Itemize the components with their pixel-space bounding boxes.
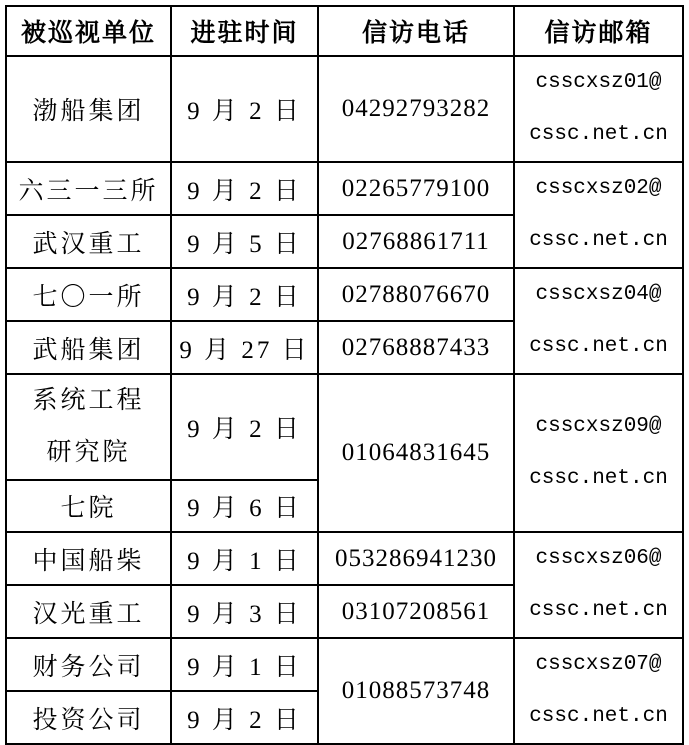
email-cell	[514, 532, 683, 638]
phone-cell: 02768861711	[318, 215, 514, 268]
column-header-unit: 被巡视单位	[6, 6, 171, 56]
date-cell: 9 月 2 日	[171, 56, 318, 162]
unit-cell: 七〇一所	[6, 268, 171, 321]
table-row	[6, 374, 683, 480]
phone-cell: 04292793282	[318, 56, 514, 162]
email-cell	[514, 268, 683, 374]
column-header-email: 信访邮箱	[514, 6, 683, 56]
table-row	[6, 638, 683, 691]
unit-cell: 投资公司	[6, 691, 171, 744]
unit-cell: 武船集团	[6, 321, 171, 374]
email-user: csscxsz01@	[535, 71, 662, 94]
unit-cell: 渤船集团	[6, 56, 171, 162]
date-cell: 9 月 2 日	[171, 268, 318, 321]
date-cell: 9 月 2 日	[171, 691, 318, 744]
email-cell	[514, 374, 683, 532]
email-domain: cssc.net.cn	[529, 123, 668, 146]
email-domain: cssc.net.cn	[529, 229, 668, 252]
email-cell	[514, 162, 683, 268]
date-cell: 9 月 1 日	[171, 638, 318, 691]
table-row	[6, 162, 683, 215]
date-cell: 9 月 6 日	[171, 480, 318, 532]
unit-cell: 七院	[6, 480, 171, 532]
email-cell	[514, 56, 683, 162]
inspection-schedule-table	[5, 5, 684, 745]
email-user: csscxsz06@	[535, 547, 662, 570]
email-user: csscxsz07@	[535, 653, 662, 676]
email-user: csscxsz02@	[535, 177, 662, 200]
email-user: csscxsz04@	[535, 283, 662, 306]
email-cell	[514, 638, 683, 744]
date-cell: 9 月 2 日	[171, 162, 318, 215]
unit-cell: 汉光重工	[6, 585, 171, 638]
date-cell: 9 月 3 日	[171, 585, 318, 638]
table-row	[6, 268, 683, 321]
email-user: csscxsz09@	[535, 415, 662, 438]
phone-cell: 01064831645	[318, 374, 514, 532]
date-cell: 9 月 27 日	[171, 321, 318, 374]
column-header-phone: 信访电话	[318, 6, 514, 56]
unit-cell: 六三一三所	[6, 162, 171, 215]
date-cell: 9 月 1 日	[171, 532, 318, 585]
email-domain: cssc.net.cn	[529, 467, 668, 490]
unit-cell: 财务公司	[6, 638, 171, 691]
unit-cell: 武汉重工	[6, 215, 171, 268]
unit-cell	[6, 374, 171, 480]
unit-line: 研究院	[46, 439, 131, 466]
phone-cell: 02788076670	[318, 268, 514, 321]
unit-cell: 中国船柴	[6, 532, 171, 585]
phone-cell: 02768887433	[318, 321, 514, 374]
table-row	[6, 56, 683, 162]
phone-cell: 03107208561	[318, 585, 514, 638]
email-domain: cssc.net.cn	[529, 335, 668, 358]
phone-cell: 053286941230	[318, 532, 514, 585]
date-cell: 9 月 2 日	[171, 374, 318, 480]
table-row	[6, 532, 683, 585]
email-domain: cssc.net.cn	[529, 599, 668, 622]
unit-line: 系统工程	[32, 387, 145, 414]
phone-cell: 01088573748	[318, 638, 514, 744]
column-header-date: 进驻时间	[171, 6, 318, 56]
phone-cell: 02265779100	[318, 162, 514, 215]
email-domain: cssc.net.cn	[529, 705, 668, 728]
date-cell: 9 月 5 日	[171, 215, 318, 268]
header-row	[6, 6, 683, 56]
